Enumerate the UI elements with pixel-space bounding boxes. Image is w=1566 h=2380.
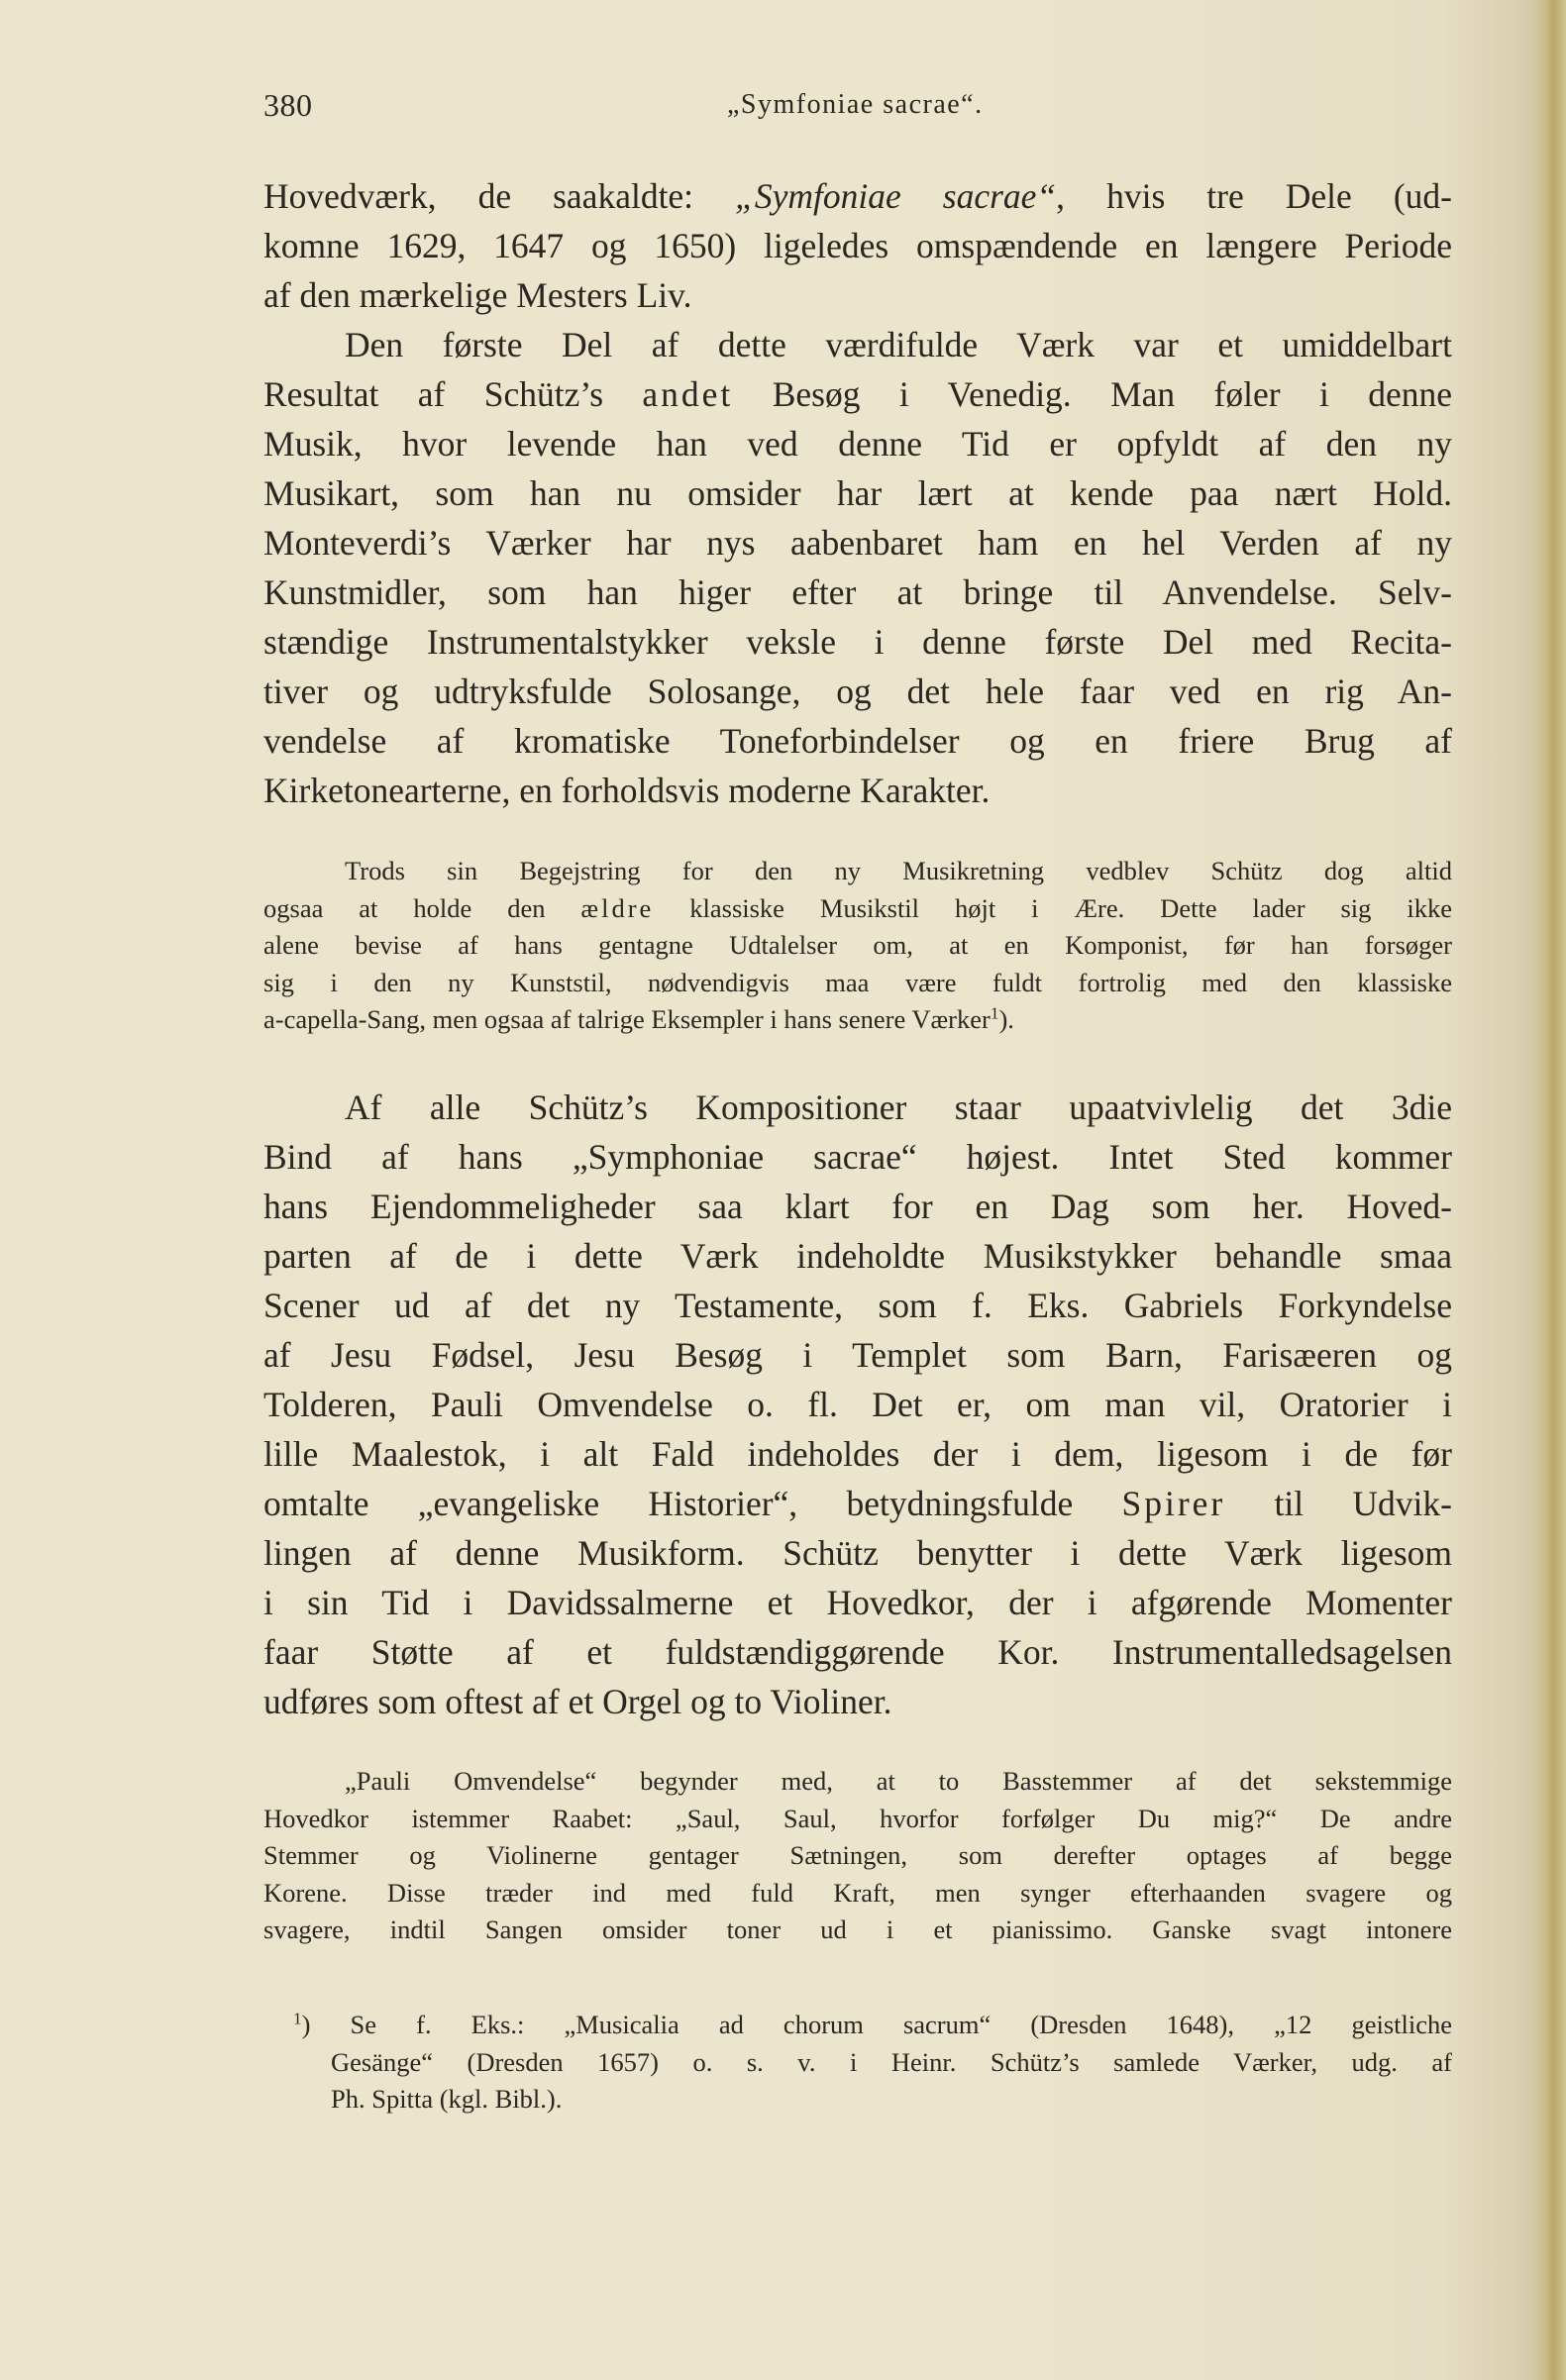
text-segment: Resultat af Schütz’s bbox=[263, 374, 643, 414]
paragraph-2 bbox=[263, 320, 1452, 815]
text-segment: til Udvik- bbox=[1225, 1484, 1452, 1523]
text-line: stændige Instrumentalstykker veksle i denne første Del med Recita- bbox=[263, 622, 1452, 662]
footnote-line bbox=[263, 2007, 1452, 2044]
footnote-reference: 1 bbox=[990, 1003, 999, 1023]
text-line: Hovedkor istemmer Raabet: „Saul, Saul, hvorfor forfølger Du mig?“ De andre bbox=[263, 1803, 1452, 1833]
text-line: faar Støtte af et fuldstændiggørende Kor. Instrumentalledsagelsen bbox=[263, 1632, 1452, 1672]
paragraph-3 bbox=[263, 1083, 1452, 1726]
text-line: Kirketonearterne, en forholdsvis moderne Karakter. bbox=[263, 771, 991, 810]
footnote-marker: 1 bbox=[293, 2009, 302, 2028]
text-line bbox=[263, 369, 1452, 419]
spaced-word: andet bbox=[642, 374, 734, 414]
page-edge bbox=[1532, 0, 1566, 2380]
text-line: udføres som oftest af et Orgel og to Violiner. bbox=[263, 1682, 892, 1721]
emphasized-title: „Symfoniae sacrae“ bbox=[735, 176, 1057, 216]
text-line: Musik, hvor levende han ved denne Tid er opfyldt af den ny bbox=[263, 424, 1452, 464]
text-line: Af alle Schütz’s Kompositioner staar upaatvivlelig det 3die bbox=[345, 1087, 1452, 1127]
text-segment: klassiske Musikstil højt i Ære. Dette lader sig ikke bbox=[654, 892, 1452, 923]
text-line bbox=[263, 1479, 1452, 1528]
text-segment: Besøg i Venedig. Man føler i denne bbox=[733, 374, 1452, 414]
spaced-word: ældre bbox=[580, 892, 655, 923]
text-line: af Jesu Fødsel, Jesu Besøg i Templet som Barn, Farisæeren og bbox=[263, 1335, 1452, 1375]
text-line: i sin Tid i Davidssalmerne et Hovedkor, der i afgørende Momenter bbox=[263, 1583, 1452, 1622]
text-line: lille Maalestok, i alt Fald indeholdes der i dem, ligesom i de før bbox=[263, 1434, 1452, 1474]
text-segment: a-capella-Sang, men ogsaa af talrige Eksempler i hans senere Værker bbox=[263, 1004, 991, 1034]
text-line: Scener ud af det ny Testamente, som f. Eks. Gabriels Forkyndelse bbox=[263, 1286, 1452, 1325]
running-title: „Symfoniae sacrae“. bbox=[727, 89, 984, 120]
text-line: svagere, indtil Sangen omsider toner ud i et pianissimo. Ganske svagt intonere bbox=[263, 1914, 1452, 1944]
footnote bbox=[263, 2007, 1452, 2119]
text-segment: Hovedværk, de saakaldte: bbox=[263, 176, 736, 216]
text-line: Monteverdi’s Værker har nys aabenbaret ham en hel Verden af ny bbox=[263, 523, 1452, 563]
text-line bbox=[263, 171, 1452, 221]
text-line: Stemmer og Violinerne gentager Sætningen, som derefter optages af begge bbox=[263, 1840, 1452, 1870]
footnote-marker-paren: ) bbox=[301, 2010, 311, 2039]
text-line: parten af de i dette Værk indeholdte Musikstykker behandle smaa bbox=[263, 1236, 1452, 1276]
page-number: 380 bbox=[263, 87, 313, 123]
text-line: Tolderen, Pauli Omvendelse o. fl. Det er, om man vil, Oratorier i bbox=[263, 1385, 1452, 1424]
text-segment: Se f. Eks.: „Musicalia ad chorum sacrum“ (Dresden 1648), „12 geistliche bbox=[350, 2010, 1452, 2039]
text-line: sig i den ny Kunststil, nødvendigvis maa være fuldt fortrolig med den klassiske bbox=[263, 967, 1452, 997]
text-line: Korene. Disse træder ind med fuld Kraft, men synger efterhaanden svagere og bbox=[263, 1877, 1452, 1908]
text-line: hans Ejendommeligheder saa klart for en Dag som her. Hoved- bbox=[263, 1187, 1452, 1226]
text-line: Bind af hans „Symphoniae sacrae“ højest. Intet Sted kommer bbox=[263, 1137, 1452, 1177]
text-segment: omtalte „evangeliske Historier“, betydningsfulde bbox=[263, 1484, 1122, 1523]
spaced-word: Spirer bbox=[1121, 1484, 1226, 1523]
text-line bbox=[263, 1001, 1452, 1039]
text-segment: ogsaa at holde den bbox=[263, 892, 581, 923]
small-print-paragraph-2 bbox=[263, 1763, 1452, 1949]
text-line: lingen af denne Musikform. Schütz benytter i dette Værk ligesom bbox=[263, 1533, 1452, 1573]
text-line bbox=[263, 890, 1452, 928]
footnote-line: Ph. Spitta (kgl. Bibl.). bbox=[331, 2084, 563, 2114]
text-segment: , hvis tre Dele (ud- bbox=[1056, 176, 1452, 216]
text-line: Kunstmidler, som han higer efter at bringe til Anvendelse. Selv- bbox=[263, 572, 1452, 612]
text-line: Trods sin Begejstring for den ny Musikretning vedblev Schütz dog altid bbox=[345, 856, 1452, 885]
text-line: „Pauli Omvendelse“ begynder med, at to Basstemmer af det sekstemmige bbox=[345, 1766, 1452, 1796]
paragraph-1 bbox=[263, 171, 1452, 320]
text-segment: ). bbox=[998, 1004, 1014, 1034]
small-print-paragraph-1 bbox=[263, 853, 1452, 1039]
page-header bbox=[0, 87, 1566, 137]
text-line: Musikart, som han nu omsider har lært at kende paa nært Hold. bbox=[263, 473, 1452, 513]
text-line: komne 1629, 1647 og 1650) ligeledes omspændende en længere Periode bbox=[263, 226, 1452, 265]
text-line: alene bevise af hans gentagne Udtalelser om, at en Komponist, før han forsøger bbox=[263, 930, 1452, 960]
text-line: tiver og udtryksfulde Solosange, og det hele faar ved en rig An- bbox=[263, 672, 1452, 711]
text-line: Den første Del af dette værdifulde Værk var et umiddelbart bbox=[345, 325, 1452, 364]
footnote-line: Gesänge“ (Dresden 1657) o. s. v. i Heinr. Schütz’s samlede Værker, udg. af bbox=[331, 2046, 1452, 2077]
text-line: af den mærkelige Mesters Liv. bbox=[263, 275, 692, 315]
text-line: vendelse af kromatiske Toneforbindelser og en friere Brug af bbox=[263, 721, 1452, 761]
